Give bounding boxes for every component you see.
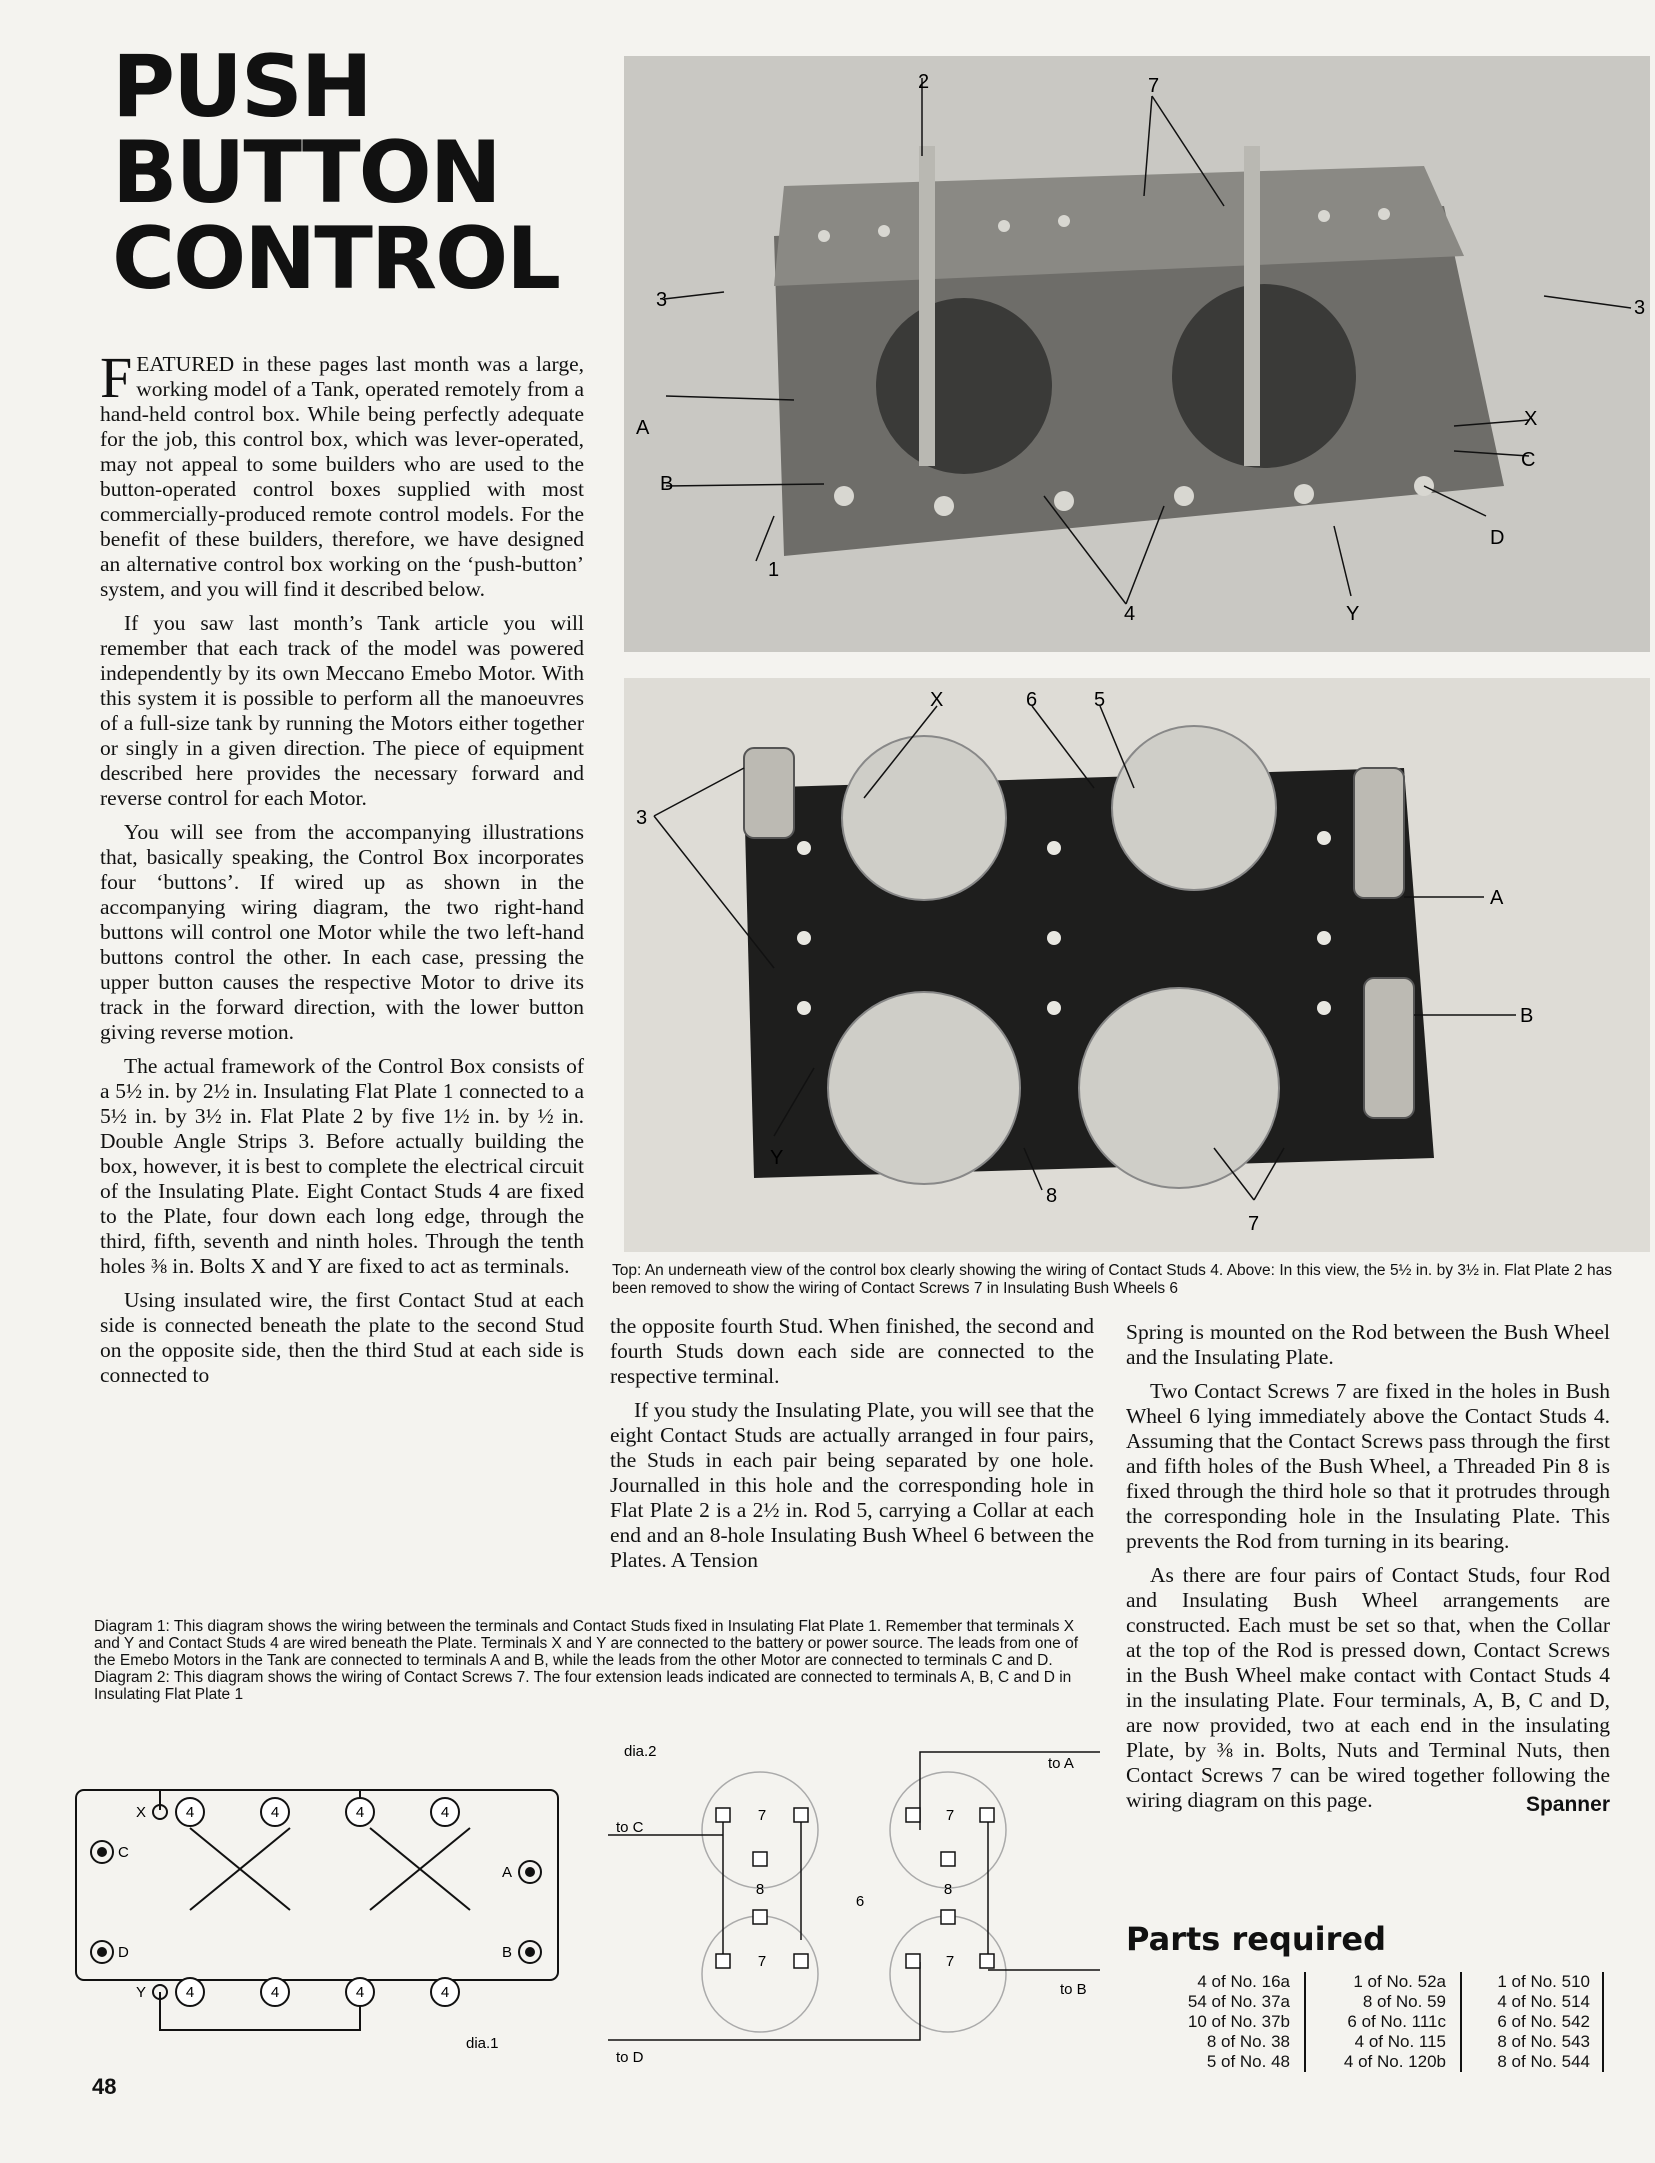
dia1-stud-5: 4 (185, 1984, 195, 2001)
photo1-label-B: B (660, 473, 674, 495)
dia2-to-B: to B (1060, 1981, 1087, 1998)
paragraph-6: the opposite fourth Stud. When finished, the second and fourth Studs down each side are connected to the respective terminal. (610, 1314, 1094, 1388)
dia1-stud-7: 4 (355, 1984, 365, 2001)
dia1-terminal-X: X (136, 1804, 147, 1821)
dia1-stud-1: 4 (185, 1804, 195, 1821)
part-item: 8 of No. 543 (1497, 2032, 1590, 2051)
photo1-label-3-left: 3 (656, 289, 668, 311)
paragraph-8: Spring is mounted on the Rod between the Bush Wheel and the Insulating Plate. (1126, 1320, 1610, 1369)
photo1-label-2: 2 (918, 71, 930, 93)
paragraph-9: Two Contact Screws 7 are fixed in the holes in Bush Wheel 6 lying immediately above the Contact Studs 4. Assuming that the Contact Screws pass through the first and fifth holes of the Bush Wheel, a Threaded Pin 8 is fixed through the third hole so that it protrudes through the corresponding hole in the Insulating Plate. This prevents the Rod from turning in its bearing. (1126, 1379, 1610, 1553)
dia2-screw-7-2: 7 (945, 1807, 955, 1824)
part-item: 4 of No. 115 (1354, 2032, 1446, 2051)
dia2-to-D: to D (616, 2049, 644, 2066)
dia2-wheel-6: 6 (855, 1893, 865, 1910)
part-item: 8 of No. 544 (1497, 2052, 1590, 2071)
photo1-label-3-right: 3 (1634, 297, 1646, 319)
paragraph-4: The actual framework of the Control Box consists of a 5½ in. by 2½ in. Insulating Flat Plate 1 connected to a 5½ in. by 3½ in. Flat Plate 2 by five 1½ in. by ½ in. Double Angle Strips 3. Before actually building the box, however, it is best to complete the electrical circuit of the Insulating Plate. Eight Contact Studs 4 are fixed to the Plate, four down each long edge, through the third, fifth, seventh and ninth holes. Through the tenth holes ⅜ in. Bolts X and Y are fixed to act as terminals. (100, 1054, 584, 1278)
photo1-label-4: 4 (1124, 603, 1136, 625)
photo1-label-C: C (1521, 449, 1536, 471)
part-item: 54 of No. 37a (1187, 1992, 1290, 2011)
part-item: 6 of No. 542 (1497, 2012, 1590, 2031)
photo2-label-8: 8 (1046, 1185, 1058, 1207)
part-item: 1 of No. 52a (1353, 1972, 1446, 1991)
part-item: 4 of No. 120b (1343, 2052, 1446, 2071)
dia2-to-A: to A (1048, 1755, 1074, 1772)
wiring-diagram-2 (608, 1740, 1108, 2070)
photo2-label-B: B (1520, 1005, 1534, 1027)
photo1-label-X: X (1524, 408, 1538, 430)
article-title (112, 37, 632, 309)
dia2-to-C: to C (616, 1819, 644, 1836)
dia1-stud-8: 4 (440, 1984, 450, 2001)
dia1-stud-3: 4 (355, 1804, 365, 1821)
parts-list (1126, 1972, 1626, 2076)
dia2-caption: dia.2 (624, 1743, 657, 1760)
photo2-label-Y: Y (770, 1147, 784, 1169)
author-signature: Spanner (1525, 1793, 1610, 1816)
paragraph-3: You will see from the accompanying illustrations that, basically speaking, the Control Box incorporates four ‘buttons’. If wired up as shown in the accompanying wiring diagram, the two right-hand buttons will control one Motor while the two left-hand buttons control the other. In each case, pressing the upper button causes the respective Motor to drive its track in the forward direction, with the lower button giving reverse motion. (100, 820, 584, 1044)
parts-column-3 (1462, 1972, 1604, 2072)
photo1-label-7: 7 (1148, 75, 1160, 97)
dia1-stud-4: 4 (440, 1804, 450, 1821)
part-item: 8 of No. 59 (1362, 1992, 1446, 2011)
paragraph-7: If you study the Insulating Plate, you will see that the eight Contact Studs are actually arranged in four pairs, the Studs in each pair being separated by one hole. Journalled in this hole and the corresponding hole in Flat Plate 2 is a 2½ in. Rod 5, carrying a Collar at each end and an 8-hole Insulating Bush Wheel 6 between the Plates. A Tension (610, 1398, 1094, 1572)
paragraph-5: Using insulated wire, the first Contact Stud at each side is connected beneath the plate to the second Stud on the opposite side, then the third Stud at each side is connected to (100, 1288, 584, 1387)
parts-required-title: Parts required (1126, 1920, 1386, 1958)
dia2-screw-7-1: 7 (757, 1807, 767, 1824)
dia2-pin-8-1: 8 (755, 1881, 765, 1898)
wiring-diagram-1 (70, 1760, 570, 2060)
title-line-2: BUTTON (112, 123, 500, 223)
photo2-label-3: 3 (636, 807, 648, 829)
dia2-screw-7-3: 7 (757, 1953, 767, 1970)
dia1-terminal-C: C (118, 1844, 129, 1861)
photo-underneath-view (624, 56, 1650, 652)
dia1-stud-2: 4 (270, 1804, 280, 1821)
photo1-label-D: D (1490, 527, 1505, 549)
article-column-2 (610, 1314, 1094, 1582)
paragraph-2: If you saw last month’s Tank article you will remember that each track of the model was powered independently by its own Meccano Emebo Motor. With this system it is possible to perform all the manoeuvres of a full-size tank by running the Motors either together or singly in a given direction. The piece of equipment described here provides the necessary forward and reverse control for each Motor. (100, 611, 584, 810)
part-item: 5 of No. 48 (1206, 2052, 1290, 2071)
photo1-label-1: 1 (768, 559, 780, 581)
photo-underneath-illustration (624, 56, 1650, 652)
part-item: 4 of No. 16a (1197, 1972, 1290, 1991)
article-column-1 (100, 345, 584, 1397)
photo2-label-A: A (1490, 887, 1504, 909)
part-item: 10 of No. 37b (1187, 2012, 1290, 2031)
dia1-caption: dia.1 (466, 2035, 499, 2052)
title-line-1: PUSH (112, 37, 371, 137)
photo1-label-A: A (636, 417, 650, 439)
dia1-terminal-Y: Y (136, 1984, 147, 2001)
photo-caption: Top: An underneath view of the control box clearly showing the wiring of Contact Studs 4. Above: In this view, the 5½ in. by 3½ in. Flat Plate 2 has been removed to show the wiring of Contact Screws 7 in Insulating Bush Wheels 6 (612, 1262, 1612, 1297)
photo-bush-wheels-illustration (624, 678, 1650, 1252)
title-line-3: CONTROL (112, 209, 559, 309)
photo-bush-wheels-view (624, 678, 1650, 1252)
page-number: 48 (92, 2074, 117, 2099)
dia1-terminal-A: A (502, 1864, 513, 1881)
photo1-label-Y: Y (1346, 603, 1360, 625)
article-column-3 (1126, 1320, 1610, 1817)
parts-column-2 (1306, 1972, 1462, 2072)
diagram-caption: Diagram 1: This diagram shows the wiring between the terminals and Contact Studs fixed in Insulating Flat Plate 1. Remember that terminals X and Y and Contact Studs 4 are wired beneath the Plate. Terminals X and Y are connected to the battery or power source. The leads from one of the Emebo Motors in the Tank are connected to terminals A and B, while the leads from the other Motor are connected to terminals C and D. Diagram 2: This diagram shows the wiring of Contact Screws 7. The four extension leads indicated are connected to terminals A, B, C and D in Insulating Flat Plate 1 (94, 1618, 1079, 1703)
photo2-label-X: X (930, 689, 944, 711)
parts-column-1 (1126, 1972, 1306, 2072)
paragraph-10: As there are four pairs of Contact Studs, four Rod and Insulating Bush Wheel arrangements are constructed. Each must be set so that, when the Collar at the top of the Rod is pressed down, Contact Screws in the Bush Wheel make contact with Contact Studs 4 in the insulating Plate. Four terminals, A, B, C and D, are now provided, two at each end in the insulating Plate, by ⅜ in. Bolts, Nuts and Terminal Nuts, then Contact Screws 7 can be wired together following the wiring diagram on this page. (1126, 1563, 1610, 1812)
part-item: 1 of No. 510 (1497, 1972, 1590, 1991)
part-item: 6 of No. 111c (1347, 2012, 1446, 2031)
dia1-stud-6: 4 (270, 1984, 280, 2001)
photo2-label-6: 6 (1026, 689, 1038, 711)
part-item: 8 of No. 38 (1206, 2032, 1290, 2051)
photo2-label-5: 5 (1094, 689, 1106, 711)
paragraph-1: FEATURED in these pages last month was a large, working model of a Tank, operated remotely from a hand-held control box. While being perfectly adequate for the job, this control box, which was lever-operated, may not appeal to some builders who are used to the button-operated control boxes supplied with most commercially-produced remote control models. For the benefit of these builders, therefore, we have designed an alternative control box working on the ‘push-button’ system, and you will find it described below. (100, 345, 584, 601)
drop-cap: F (100, 345, 133, 410)
dia1-terminal-D: D (118, 1944, 129, 1961)
photo2-label-7: 7 (1248, 1213, 1260, 1235)
dia2-pin-8-2: 8 (943, 1881, 953, 1898)
dia2-screw-7-4: 7 (945, 1953, 955, 1970)
dia1-terminal-B: B (502, 1944, 513, 1961)
part-item: 4 of No. 514 (1497, 1992, 1590, 2011)
